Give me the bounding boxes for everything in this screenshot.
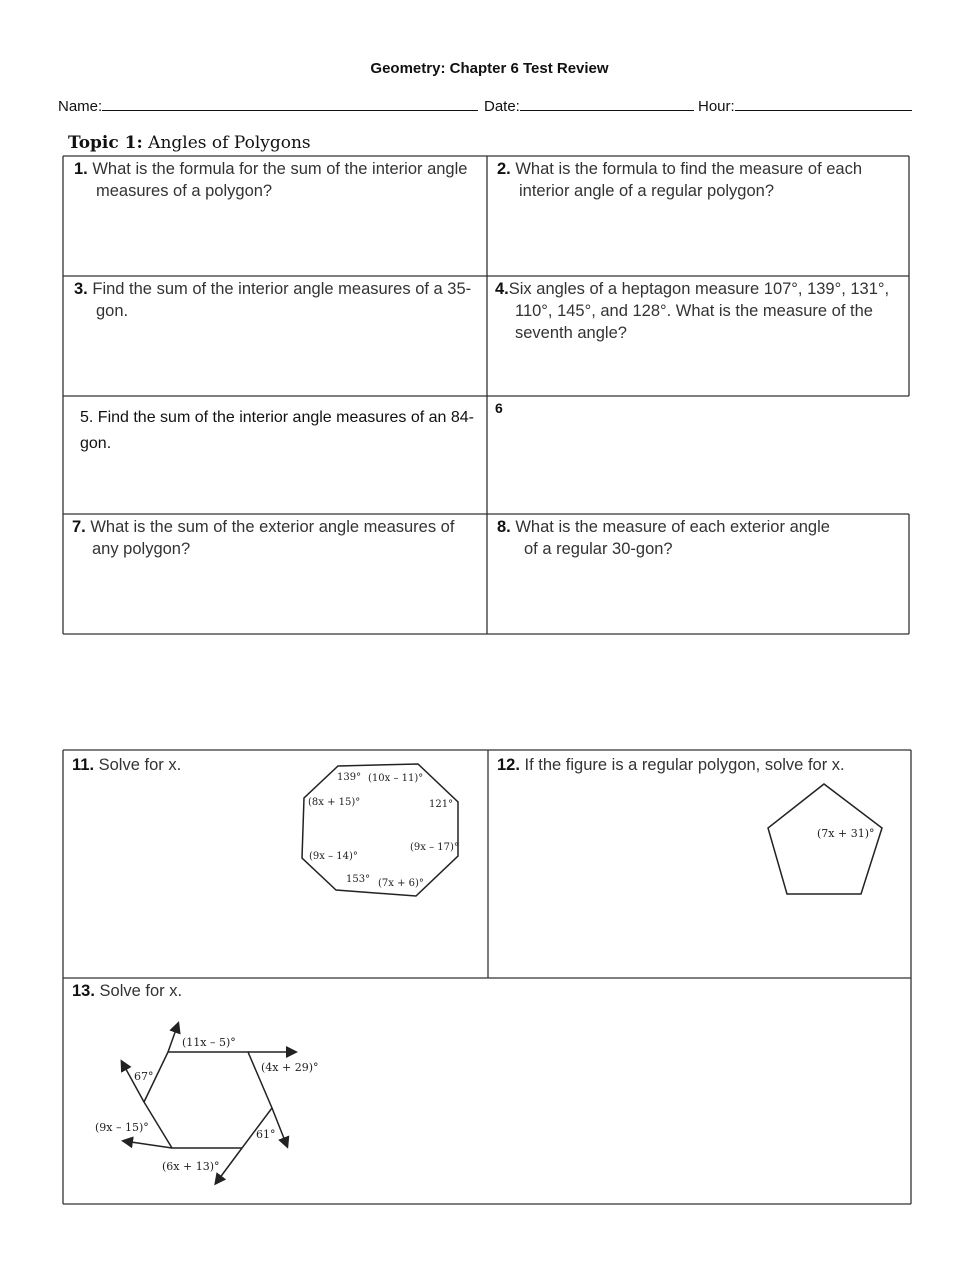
octagon-label: (7x + 6)° [378,878,424,889]
octagon-label: 121° [429,799,454,810]
page-title: Geometry: Chapter 6 Test Review [370,60,609,77]
question-8: 8. What is the measure of each exterior angle of a regular 30-gon? [497,518,830,558]
octagon-label: (9x – 14)° [309,851,358,862]
hexagon-label: (9x – 15)° [95,1121,149,1134]
name-label: Name: [58,98,103,115]
question-2: 2. What is the formula to find the measure of each interior angle of a regular polygon? [497,160,863,200]
hexagon-label: 61° [256,1128,276,1141]
question-11: 11. Solve for x. [72,756,182,774]
topic-prefix: Topic 1: [68,133,143,153]
hour-label: Hour: [698,98,735,115]
hexagon-label: (4x + 29)° [261,1061,319,1074]
hexagon-label: (11x – 5)° [182,1036,236,1049]
date-label: Date: [484,98,520,115]
hexagon-label: (6x + 13)° [162,1160,220,1173]
question-3: 3. Find the sum of the interior angle measures of a 35-gon. [74,280,472,320]
octagon-label: (9x – 17)° [410,842,459,853]
hexagon-label: 67° [134,1070,154,1083]
topic-name: Angles of Polygons [148,133,311,153]
question-13: 13. Solve for x. [72,982,183,1000]
hexagon-shape [144,1052,272,1148]
pentagon-figure [760,780,890,900]
question-12: 12. If the figure is a regular polygon, solve for x. [497,756,845,774]
question-5: 5. Find the sum of the interior angle measures of an 84-gon. [80,409,474,452]
question-7: 7. What is the sum of the exterior angle measures of any polygon? [72,518,455,558]
octagon-figure [290,760,480,905]
octagon-label: (10x – 11)° [368,773,424,784]
question-1: 1. What is the formula for the sum of the interior angle measures of a polygon? [74,160,468,200]
hexagon-figure [90,1018,340,1193]
question-4: 4.Six angles of a heptagon measure 107°, 139°, 131°, 110°, 145°, and 128°. What is the measure of the seventh angle? [495,280,890,342]
octagon-label: 139° [337,772,362,783]
pentagon-label: (7x + 31)° [817,827,875,840]
question-6: 6 [495,400,503,416]
octagon-label: (8x + 15)° [308,797,361,808]
octagon-label: 153° [346,874,371,885]
